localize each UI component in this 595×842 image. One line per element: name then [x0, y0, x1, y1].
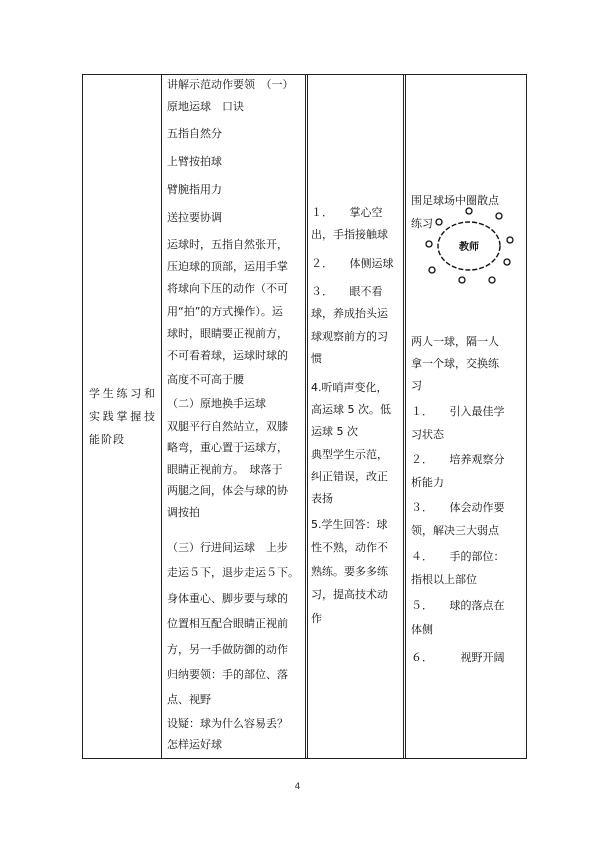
- content-line: 略弯，重心置于运球方，: [167, 441, 288, 454]
- content-line: 不可看着球，运球时球的: [167, 349, 288, 362]
- student-line: 惯: [311, 352, 322, 365]
- teacher-circle-diagram: [414, 206, 524, 286]
- org-line: 习: [411, 379, 422, 392]
- content-line: 调按拍: [167, 506, 200, 519]
- student-line: ２． 体侧运球: [311, 257, 394, 270]
- content-line: 高度不可高于腰: [167, 373, 244, 386]
- org-line: 习状态: [411, 428, 444, 441]
- student-line: 运球 5 次: [311, 425, 358, 438]
- teaching-content-cell: [162, 74, 305, 759]
- stage-cell: [83, 74, 161, 759]
- student-line: 5.学生回答：球: [311, 518, 388, 531]
- lesson-plan-table: [82, 74, 527, 759]
- org-line: １． 引入最佳学: [411, 405, 505, 418]
- student-dot: [466, 208, 472, 214]
- student-dot: [436, 219, 442, 225]
- student-activity-cell: [306, 74, 402, 759]
- content-line: 用“拍”的方式操作）。运: [167, 305, 283, 318]
- student-dot: [504, 259, 510, 265]
- content-line: 压迫球的顶部，运用手掌: [167, 260, 288, 273]
- student-line: 习，提高技术动: [311, 588, 388, 601]
- student-dot: [507, 237, 513, 243]
- column-divider-3a: [403, 74, 404, 759]
- student-line: 4.听哨声变化，: [311, 381, 388, 394]
- content-line: 讲解示范动作要领 （一）: [167, 78, 294, 91]
- org-line: ２． 培养观察分: [411, 453, 505, 466]
- org-line: ４． 手的部位：: [411, 550, 505, 563]
- student-dot: [489, 277, 495, 283]
- org-line: ３． 体会动作要: [411, 501, 505, 514]
- org-line: ５． 球的落点在: [411, 599, 505, 612]
- student-dot: [496, 213, 502, 219]
- student-dot: [459, 277, 465, 283]
- student-line: 性不熟，动作不: [311, 541, 388, 554]
- org-line: 析能力: [411, 476, 444, 489]
- page-number: 4: [294, 782, 301, 792]
- student-dot: [426, 241, 432, 247]
- org-line: 体侧: [411, 623, 433, 636]
- content-line: 上臂按拍球: [167, 155, 222, 168]
- content-line: 眼睛正视前方。 球落于: [167, 463, 283, 476]
- student-line: 球观察前方的习: [311, 330, 388, 343]
- teacher-label: 教师: [459, 242, 479, 253]
- content-line: 运球时，五指自然张开，: [167, 238, 288, 251]
- content-line: 送拉要协调: [167, 211, 222, 224]
- student-line: １． 掌心空: [311, 206, 383, 219]
- student-line: 高运球 5 次。低: [311, 403, 391, 416]
- content-line: 设疑：球为什么容易丢？: [167, 717, 288, 730]
- content-line: （三）行进间运球 上步: [167, 541, 288, 554]
- content-line: 位置相互配合眼睛正视前: [167, 617, 288, 630]
- org-line: 围足球场中圈散点: [411, 194, 499, 207]
- student-line: 表扬: [311, 492, 333, 505]
- org-line: 拿一个球，交换练: [411, 357, 499, 370]
- content-line: 球时，眼睛要正视前方，: [167, 327, 288, 340]
- content-line: 怎样运好球: [167, 738, 222, 751]
- organization-cell: [406, 74, 526, 759]
- content-line: 走运５下，退步走运５下。: [167, 566, 299, 579]
- content-line: 身体重心、脚步要与球的: [167, 592, 288, 605]
- student-line: ３． 眼不看: [311, 285, 383, 298]
- content-line: （二）原地换手运球: [167, 397, 266, 410]
- content-line: 五指自然分: [167, 127, 222, 140]
- content-line: 将球向下压的动作（不可: [167, 282, 288, 295]
- table-right-border: [526, 74, 527, 759]
- student-dot: [429, 267, 435, 273]
- content-line: 双腿平行自然站立，双膝: [167, 420, 288, 433]
- student-line: 熟练。要多多练: [311, 565, 388, 578]
- org-line: 指根以上部位: [411, 573, 477, 586]
- student-line: 作: [311, 612, 322, 625]
- org-line: 领，解决三大弱点: [411, 524, 499, 537]
- content-line: 方，另一手做防御的动作: [167, 643, 288, 656]
- content-line: 原地运球 口诀: [167, 100, 244, 113]
- content-line: 点、视野: [167, 693, 211, 706]
- student-line: 典型学生示范，: [311, 448, 388, 461]
- stage-label: 学生练习和实践掌握技能阶段: [89, 387, 156, 446]
- student-line: 出，手指接触球: [311, 228, 388, 241]
- student-line: 纠正错误，改正: [311, 470, 388, 483]
- content-line: 两腿之间，体会与球的协: [167, 484, 288, 497]
- content-line: 归纳要领：手的部位、落: [167, 668, 288, 681]
- student-line: 球，养成抬头运: [311, 307, 388, 320]
- org-line: 练习: [411, 217, 433, 230]
- org-line: ６． 视野开阔: [411, 651, 505, 664]
- org-line: 两人一球，隔一人: [411, 335, 499, 348]
- content-line: 臂腕指用力: [167, 183, 222, 196]
